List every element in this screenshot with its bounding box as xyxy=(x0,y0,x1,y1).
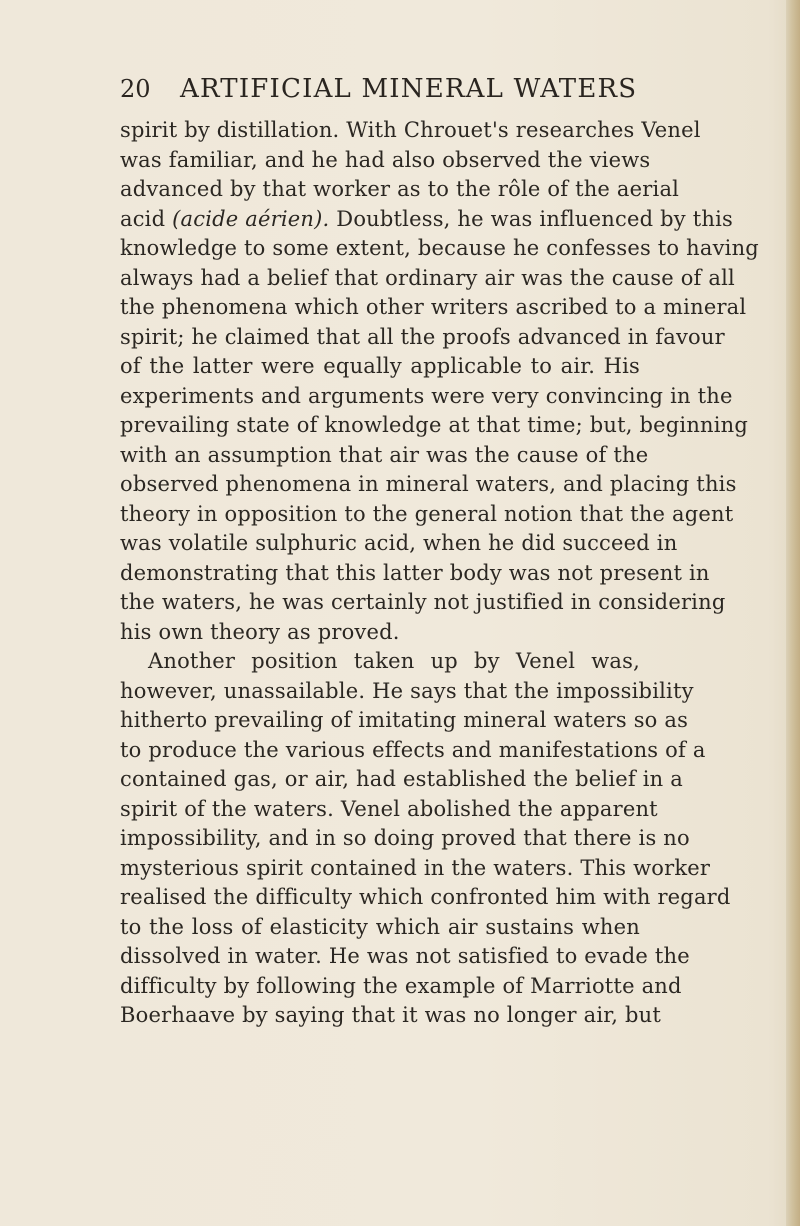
text-line: experiments and arguments were very convincing in the xyxy=(120,383,733,408)
running-head xyxy=(120,74,640,114)
text-line: dissolved in water. He was not satisfied to evade the xyxy=(120,944,690,968)
text-line: theory in opposition to the general notion that the agent xyxy=(120,501,734,526)
text-line: contained gas, or air, had established the belief in a xyxy=(120,767,683,791)
text-line: the phenomena which other writers ascribed to a mineral xyxy=(120,295,747,319)
text-line: was volatile sulphuric acid, when he did succeed in xyxy=(120,531,678,555)
text-line: to produce the various effects and manifestations of a xyxy=(120,737,706,762)
text-line: his own theory as proved. xyxy=(120,619,400,644)
text-line: Boerhaave by saying that it was no longer air, but xyxy=(120,1003,661,1027)
text-line-paragraph-start: Another position taken up by Venel was, xyxy=(148,649,640,673)
text-line: mysterious spirit contained in the waters. This worker xyxy=(120,855,711,880)
text-line: of the latter were equally applicable to air. His xyxy=(120,354,640,378)
text-line: spirit by distillation. With Chrouet's researches Venel xyxy=(120,118,701,142)
text-line xyxy=(120,205,733,235)
body-text xyxy=(120,116,759,1031)
text-line: impossibility, and in so doing proved that there is no xyxy=(120,826,690,850)
text-line: knowledge to some extent, because he confesses to having xyxy=(120,236,759,260)
text-line: was familiar, and he had also observed the views xyxy=(120,147,651,172)
text-line: spirit of the waters. Venel abolished the apparent xyxy=(120,796,658,821)
italic-term: (acide aérien). xyxy=(172,206,330,231)
text-line: hitherto prevailing of imitating mineral waters so as xyxy=(120,708,689,732)
text-line: spirit; he claimed that all the proofs advanced in favour xyxy=(120,324,725,349)
page-number: 20 xyxy=(120,75,151,103)
text-line: realised the difficulty which confronted him with regard xyxy=(120,885,731,909)
text-fragment: Doubtless, he was influenced by this xyxy=(336,206,733,231)
text-line: difficulty by following the example of Marriotte and xyxy=(120,973,682,998)
text-line: prevailing state of knowledge at that time; but, beginning xyxy=(120,413,749,437)
text-line: advanced by that worker as to the rôle of the aerial xyxy=(120,177,680,201)
page-title: ARTIFICIAL MINERAL WATERS xyxy=(180,74,638,104)
page-edge xyxy=(786,0,800,1226)
text-line: observed phenomena in mineral waters, and placing this xyxy=(120,472,737,496)
text-line: however, unassailable. He says that the impossibility xyxy=(120,678,694,703)
text-line: demonstrating that this latter body was not present in xyxy=(120,560,710,585)
text-fragment: acid xyxy=(120,206,166,231)
text-line: with an assumption that air was the cause of the xyxy=(120,442,649,467)
text-line: to the loss of elasticity which air sustains when xyxy=(120,914,640,939)
text-line: always had a belief that ordinary air was the cause of all xyxy=(120,265,735,290)
text-line: the waters, he was certainly not justified in considering xyxy=(120,590,726,614)
